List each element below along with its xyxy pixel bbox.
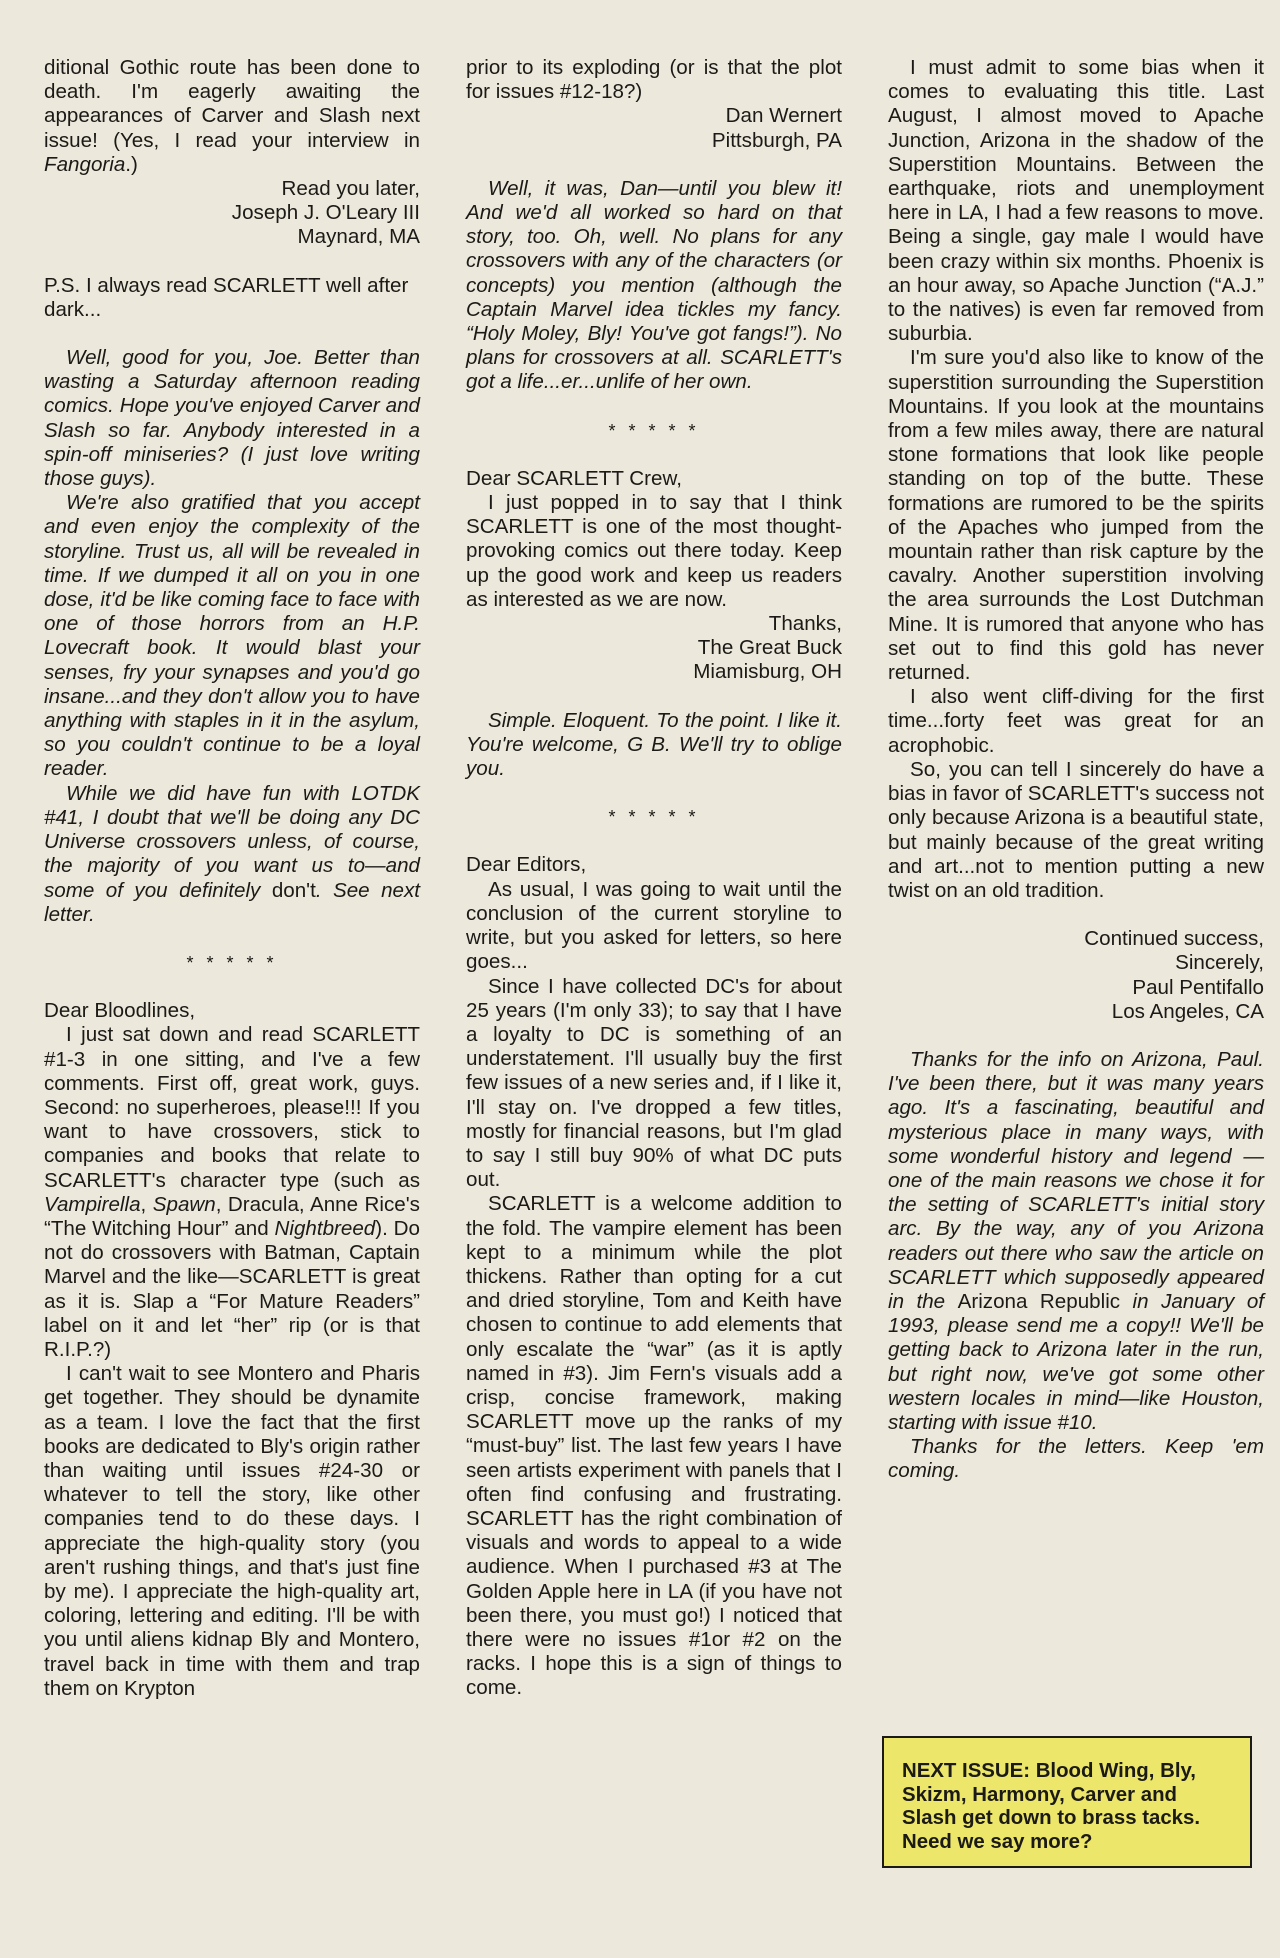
- letter-paragraph: I also went cliff-diving for the first time...forty feet was great for an acrophobic.: [888, 685, 1264, 757]
- next-issue-box: NEXT ISSUE: Blood Wing, Bly, Skizm, Harmony, Carver and Slash get down to brass tacks. Need we say more?: [882, 1736, 1252, 1868]
- section-divider: * * * * *: [186, 952, 278, 973]
- editor-reply: Well, good for you, Joe. Better than wasting a Saturday afternoon reading comics. Hope you've enjoyed Carver and Slash so far. Anybody interested in a spin-off miniseries? (I just love writing those guys).: [44, 346, 420, 491]
- letter-paragraph: Since I have collected DC's for about 25 years (I'm only 33); to say that I have a loyalty to DC is something of an understatement. I'll usually buy the first few issues of a new series and, if I like it, I'll stay on. I've dropped a few titles, mostly for financial reasons, but I'm glad to say I still buy 90% of what DC puts out.: [466, 974, 842, 1192]
- letter-paragraph: I must admit to some bias when it comes to evaluating this title. Last August, I almost moved to Apache Junction, Arizona in the shadow of the Superstition Mountains. Between the earthquake, riots and unemployment here in LA, I had a few reasons to move. Being a single, gay male I would have been crazy within six months. Phoenix is an hour away, so Apache Junction (“A.J.” to the natives) is even far removed from suburbia.: [888, 56, 1264, 346]
- signature-location: Pittsburgh, PA: [711, 128, 842, 152]
- letter-continued: prior to its exploding (or is that the plot for issues #12-18?): [466, 56, 842, 104]
- signature-name: Paul Pentifallo: [1132, 975, 1264, 999]
- column-3: [888, 56, 1264, 1484]
- signature-name: Joseph J. O'Leary III: [231, 201, 420, 225]
- editor-reply: Well, it was, Dan—until you blew it! And we'd all worked so hard on that story, too. Oh, well. No plans for any crossovers with any of the characters (or concepts) you mention (although the Captain Marvel idea tickles my fancy. “Holy Moley, Bly! You've got fangs!”). No plans for crossovers at all. SCARLETT's got a life...er...unlife of her own.: [466, 176, 842, 394]
- letter-paragraph: SCARLETT is a welcome addition to the fold. The vampire element has been kept to a minimum while the plot thickens. Rather than opting for a cut and dried storyline, Tom and Keith have chosen to continue to add elements that only escalate the “war” (as it is aptly named in #3). Jim Fern's visuals add a crisp, concise framework, making SCARLETT move up the ranks of my “must-buy” list. The last few years I have seen artists experiment with panels that I often find confusing and frustrating. SCARLETT has the right combination of visuals and words to appeal to a wide audience. When I purchased #3 at The Golden Apple here in LA (if you have not been there, you must go!) I noticed that there were no issues #1or #2 on the racks. I hope this is a sign of things to come.: [466, 1192, 842, 1700]
- signoff: Read you later,: [281, 177, 420, 201]
- letter-paragraph: I can't wait to see Montero and Pharis get together. They should be dynamite as a team. I love the fact that the first books are dedicated to Bly's origin rather than waiting until issues #24-30 or whatever to tell the story, like other companies tend to do these days. I appreciate the high-quality story (you aren't rushing things, and that's just fine by me). I appreciate the high-quality art, coloring, lettering and editing. I'll be with you until aliens kidnap Bly and Montero, travel back in time with them and trap them on Krypton: [44, 1362, 420, 1700]
- salutation: Dear Bloodlines,: [44, 999, 196, 1023]
- editor-reply: Thanks for the letters. Keep 'em coming.: [888, 1435, 1264, 1483]
- signature-location: Miamisburg, OH: [693, 660, 842, 684]
- section-divider: * * * * *: [608, 807, 700, 828]
- letter-paragraph: As usual, I was going to wait until the conclusion of the current storyline to write, but you asked for letters, so here goes...: [466, 877, 842, 974]
- editor-reply: Thanks for the info on Arizona, Paul. I've been there, but it was many years ago. It's a fascinating, beautiful and mysterious place in many ways, with some wonderful history and legend —one of the main reasons we chose it for the setting of SCARLETT's initial story arc. By the way, any of you Arizona readers out there who saw the article on SCARLETT which supposedly appeared in the Arizona Republic in January of 1993, please send me a copy!! We'll be getting back to Arizona later in the run, but right now, we've got some other western locales in mind—like Houston, starting with issue #10.: [888, 1047, 1264, 1434]
- editor-reply: While we did have fun with LOTDK #41, I doubt that we'll be doing any DC Universe crossovers unless, of course, the majority of you want us to—and some of you definitely don't. See next letter.: [44, 781, 421, 926]
- letter-paragraph: So, you can tell I sincerely do have a bias in favor of SCARLETT's success not only because Arizona is a beautiful state, but mainly because of the great writing and art...not to mention putting a new twist on an old tradition.: [888, 757, 1264, 902]
- letter-paragraph: I just sat down and read SCARLETT #1-3 in one sitting, and I've a few comments. First off, great work, guys. Second: no superheroes, please!!! If you want to have crossovers, stick to companies and books that relate to SCARLETT's character type (such as Vampirella, Spawn, Dracula, Anne Rice's “The Witching Hour” and Nightbreed). Do not do crossovers with Batman, Captain Marvel and the like—SCARLETT is great as it is. Slap a “For Mature Readers” label on it and let “her” rip (or is that R.I.P.?): [44, 1023, 420, 1361]
- signature-name: Dan Wernert: [725, 104, 842, 128]
- salutation: Dear SCARLETT Crew,: [466, 466, 682, 490]
- signature-name: The Great Buck: [697, 636, 842, 660]
- column-1: [44, 56, 420, 1701]
- postscript: P.S. I always read SCARLETT well after dark...: [44, 273, 409, 321]
- editor-reply: We're also gratified that you accept and even enjoy the complexity of the storyline. Trust us, all will be revealed in time. If we dumped it all on you in one dose, it'd be like coming face to face with one of those horrors from an H.P. Lovecraft book. It would blast your senses, fry your synapses and you'd go insane...and they don't allow you to have anything with staples in it in the asylum, so you couldn't continue to be a loyal reader.: [44, 491, 420, 781]
- signature-location: Los Angeles, CA: [1111, 999, 1264, 1023]
- editor-reply: Simple. Eloquent. To the point. I like it. You're welcome, G B. We'll try to oblige you.: [466, 708, 842, 781]
- letter-paragraph: I'm sure you'd also like to know of the superstition surrounding the Superstition Mountains. If you look at the mountains from a few miles away, there are natural stone formations that look like people standing on top of the butte. These formations are rumored to be the spirits of the Apaches who jumped from the mountain rather than risk capture by the cavalry. Another superstition involving the area surrounds the Lost Dutchman Mine. It is rumored that anyone who has set out to find this gold has never returned.: [888, 346, 1264, 685]
- section-divider: * * * * *: [608, 420, 700, 441]
- signature-location: Maynard, MA: [297, 225, 420, 249]
- signoff: Sincerely,: [1175, 951, 1264, 975]
- letter-paragraph: I just popped in to say that I think SCARLETT is one of the most thought-provoking comics out there today. Keep up the good work and keep us readers as interested as we are now.: [466, 491, 842, 611]
- signoff: Thanks,: [768, 612, 842, 636]
- letter-1-continued: ditional Gothic route has been done to death. I'm eagerly awaiting the appearances of Carver and Slash next issue! (Yes, I read your interview in Fangoria.): [44, 56, 420, 176]
- magazine-title: Fangoria: [44, 152, 126, 176]
- salutation: Dear Editors,: [466, 853, 587, 877]
- emphasis: don't: [271, 878, 316, 902]
- signoff: Continued success,: [1084, 927, 1264, 951]
- column-2: [466, 56, 842, 1701]
- newspaper-title: Arizona Republic: [957, 1289, 1121, 1313]
